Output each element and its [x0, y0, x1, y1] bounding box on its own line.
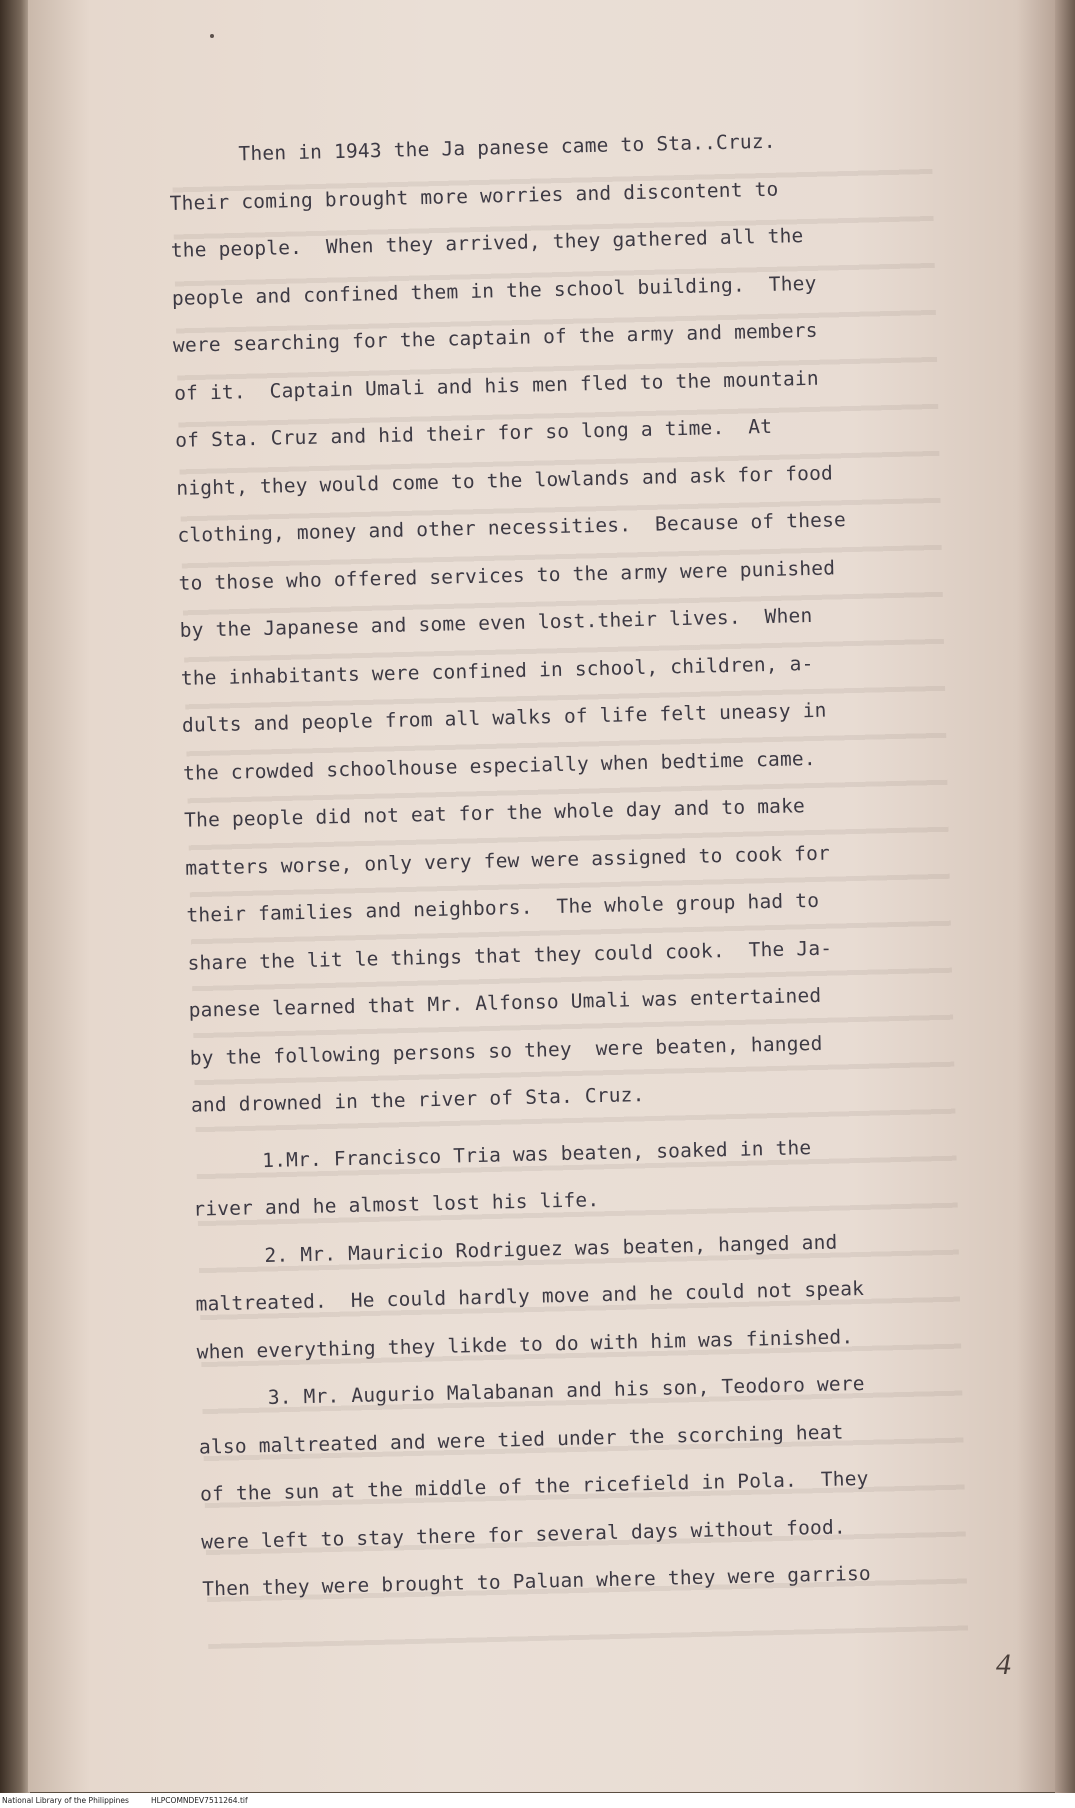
footer-library-name: National Library of the Philippines — [2, 1796, 129, 1805]
text-line: the inhabitants were confined in school, children, a- — [180, 651, 814, 690]
text-line: by the following persons so they were beaten, hanged — [189, 1031, 823, 1070]
text-line: dults and people from all walks of life felt uneasy in — [181, 698, 827, 737]
text-line: the crowded schoolhouse especially when bedtime came. — [182, 746, 817, 785]
list-item-2 — [194, 1214, 1017, 1376]
text-line: 1.Mr. Francisco Tria was beaten, soaked in the — [261, 1135, 812, 1172]
text-line: Then they were brought to Paluan where they were garriso — [202, 1561, 872, 1601]
footer-file-name: HLPCOMNDEV7511264.tif — [150, 1796, 248, 1805]
text-line: maltreated. He could hardly move and he could not speak — [195, 1276, 865, 1316]
text-line: by the Japanese and some even lost.their lives. When — [179, 603, 813, 642]
text-line: 2. Mr. Mauricio Rodriguez was beaten, hanged and — [264, 1230, 838, 1267]
left-page-edge — [0, 0, 30, 1808]
text-line: panese learned that Mr. Alfonso Umali was entertained — [188, 983, 822, 1022]
list-item-3 — [197, 1356, 1022, 1613]
text-line: of the sun at the middle of the ricefield in Pola. They — [199, 1466, 869, 1506]
ink-speck — [210, 34, 214, 38]
text-line: of it. Captain Umali and his men fled to the mountain — [173, 366, 820, 405]
text-line: their families and neighbors. The whole group had to — [186, 888, 820, 927]
right-page-edge — [1055, 0, 1075, 1808]
text-line: when everything they likde to do with him was finished. — [196, 1324, 854, 1364]
typewritten-text — [168, 113, 1023, 1613]
text-line: The people did not eat for the whole day and to make — [183, 794, 806, 832]
text-line: Then in 1943 the Ja panese came to Sta..Cruz. — [238, 129, 776, 166]
text-line: were left to stay there for several days without food. — [200, 1514, 847, 1554]
text-line: and drowned in the river of Sta. Cruz. — [190, 1083, 645, 1117]
text-line: the people. When they arrived, they gathered all the — [170, 224, 804, 262]
text-line: Their coming brought more worries and discontent to — [169, 177, 779, 215]
text-line: night, they would come to the lowlands and ask for food — [176, 460, 834, 500]
scan-footer — [0, 1793, 1075, 1808]
text-line: river and he almost lost his life. — [193, 1188, 600, 1221]
handwritten-page-number: 4 — [996, 1648, 1011, 1681]
text-line: share the lit le things that they could cook. The Ja- — [187, 936, 833, 975]
text-line: matters worse, only very few were assigned to cook for — [185, 841, 831, 880]
text-line: to those who offered services to the army were punished — [178, 555, 836, 595]
paragraph-1 — [168, 113, 1011, 1130]
text-line: 3. Mr. Augurio Malabanan and his son, Teodoro were — [267, 1371, 865, 1409]
text-line: of Sta. Cruz and hid their for so long a time. At — [174, 414, 773, 452]
text-line: people and confined them in the school building. They — [171, 271, 817, 310]
text-line: clothing, money and other necessities. Because of these — [177, 508, 847, 547]
text-line: also maltreated and were tied under the scorching heat — [198, 1419, 844, 1459]
text-line: were searching for the captain of the army and members — [172, 318, 818, 357]
